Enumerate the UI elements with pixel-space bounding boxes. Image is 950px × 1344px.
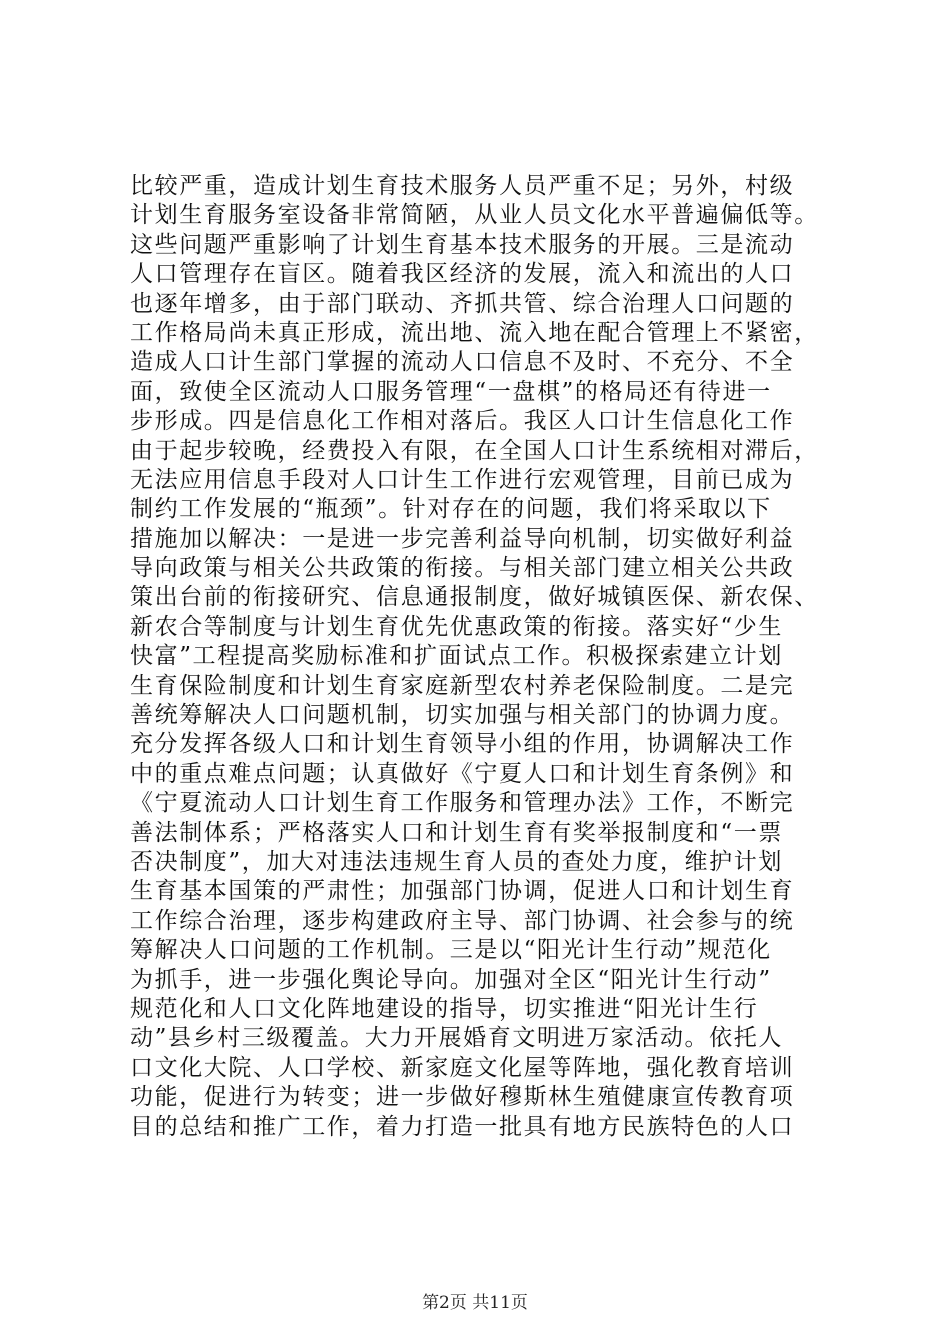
text-line: 策出台前的衔接研究、信息通报制度，做好城镇医保、新农保、 xyxy=(130,584,819,611)
text-line: 否决制度”，加大对违法违规生育人员的查处力度，维护计划 xyxy=(130,848,783,875)
text-line: 生育保险制度和计划生育家庭新型农村养老保险制度。二是完 xyxy=(130,672,795,699)
text-line: 人口管理存在盲区。随着我区经济的发展，流入和流出的人口 xyxy=(130,261,795,288)
body-text xyxy=(130,172,830,1142)
text-line: 计划生育服务室设备非常简陋，从业人员文化水平普遍偏低等。 xyxy=(130,202,819,229)
text-line: 为抓手，进一步强化舆论导向。加强对全区“阳光计生行动” xyxy=(130,966,772,993)
text-line: 造成人口计生部门掌握的流动人口信息不及时、不充分、不全 xyxy=(130,349,795,376)
text-line: 善统筹解决人口问题机制，切实加强与相关部门的协调力度。 xyxy=(130,702,795,729)
text-line: 新农合等制度与计划生育优先优惠政策的衔接。落实好“少生 xyxy=(130,613,783,640)
page-number-label: 第2页 共11页 xyxy=(422,1293,528,1313)
text-line: 制约工作发展的“瓶颈”。针对存在的问题，我们将采取以下 xyxy=(130,496,772,523)
text-line: 充分发挥各级人口和计划生育领导小组的作用，协调解决工作 xyxy=(130,731,795,758)
text-line: 工作格局尚未真正形成，流出地、流入地在配合管理上不紧密， xyxy=(130,319,819,346)
text-line: 这些问题严重影响了计划生育基本技术服务的开展。三是流动 xyxy=(130,231,795,258)
text-line: 筹解决人口问题的工作机制。三是以“阳光计生行动”规范化 xyxy=(130,937,772,964)
text-line: 无法应用信息手段对人口计生工作进行宏观管理，目前已成为 xyxy=(130,466,795,493)
text-line: 工作综合治理，逐步构建政府主导、部门协调、社会参与的统 xyxy=(130,907,795,934)
text-line: 措施加以解决：一是进一步完善利益导向机制，切实做好利益 xyxy=(130,525,795,552)
text-line: 快富”工程提高奖励标准和扩面试点工作。积极探索建立计划 xyxy=(130,643,783,670)
text-line: 由于起步较晚，经费投入有限，在全国人口计生系统相对滞后， xyxy=(130,437,819,464)
text-line: 规范化和人口文化阵地建设的指导，切实推进“阳光计生行 xyxy=(130,995,759,1022)
text-line: 生育基本国策的严肃性；加强部门协调，促进人口和计划生育 xyxy=(130,878,795,905)
text-line: 也逐年增多，由于部门联动、齐抓共管、综合治理人口问题的 xyxy=(130,290,795,317)
text-line: 功能，促进行为转变；进一步做好穆斯林生殖健康宣传教育项 xyxy=(130,1084,795,1111)
text-line: 《宁夏流动人口计划生育工作服务和管理办法》工作，不断完 xyxy=(130,790,795,817)
text-line: 中的重点难点问题；认真做好《宁夏人口和计划生育条例》和 xyxy=(130,760,795,787)
text-line: 导向政策与相关公共政策的衔接。与相关部门建立相关公共政 xyxy=(130,555,795,582)
text-line: 步形成。四是信息化工作相对落后。我区人口计生信息化工作 xyxy=(130,408,795,435)
text-line: 面，致使全区流动人口服务管理“一盘棋”的格局还有待进一 xyxy=(130,378,772,405)
text-line: 动”县乡村三级覆盖。大力开展婚育文明进万家活动。依托人 xyxy=(130,1025,783,1052)
text-line: 善法制体系；严格落实人口和计划生育有奖举报制度和“一票 xyxy=(130,819,783,846)
text-line: 目的总结和推广工作，着力打造一批具有地方民族特色的人口 xyxy=(130,1113,795,1140)
text-line: 口文化大院、人口学校、新家庭文化屋等阵地，强化教育培训 xyxy=(130,1054,795,1081)
page-footer xyxy=(0,1292,950,1314)
text-line: 比较严重，造成计划生育技术服务人员严重不足；另外，村级 xyxy=(130,173,795,199)
